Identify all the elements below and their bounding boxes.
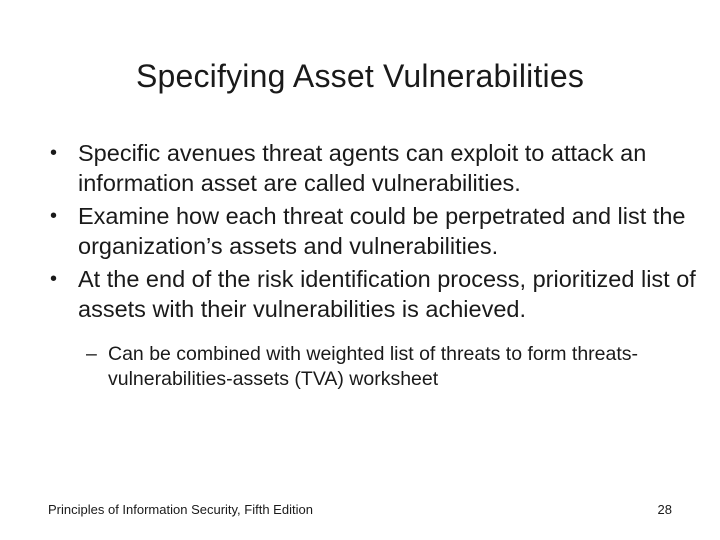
dash-icon: –	[86, 343, 97, 365]
bullet-text: Examine how each threat could be perpetrated and list the organization’s assets and vulnerabilities.	[78, 203, 686, 259]
bullet-dot-icon: •	[50, 142, 58, 164]
bullet-dot-icon: •	[50, 205, 58, 227]
footer-source: Principles of Information Security, Fifth Edition	[48, 502, 313, 517]
bullet-item	[48, 264, 708, 324]
bullet-list	[48, 138, 708, 327]
sub-bullet-item	[86, 342, 696, 392]
bullet-item	[48, 201, 708, 261]
sub-bullet-list	[86, 342, 696, 392]
sub-bullet-text: Can be combined with weighted list of threats to form threats-vulnerabilities-assets (TVA) worksheet	[108, 343, 639, 390]
bullet-dot-icon: •	[50, 268, 58, 290]
bullet-text: At the end of the risk identification process, prioritized list of assets with their vulnerabilities is achieved.	[78, 266, 696, 322]
bullet-item	[48, 138, 708, 198]
slide-title: Specifying Asset Vulnerabilities	[135, 58, 585, 94]
bullet-text: Specific avenues threat agents can exploit to attack an information asset are called vulnerabilities.	[78, 140, 647, 196]
page-number: 28	[657, 502, 672, 517]
